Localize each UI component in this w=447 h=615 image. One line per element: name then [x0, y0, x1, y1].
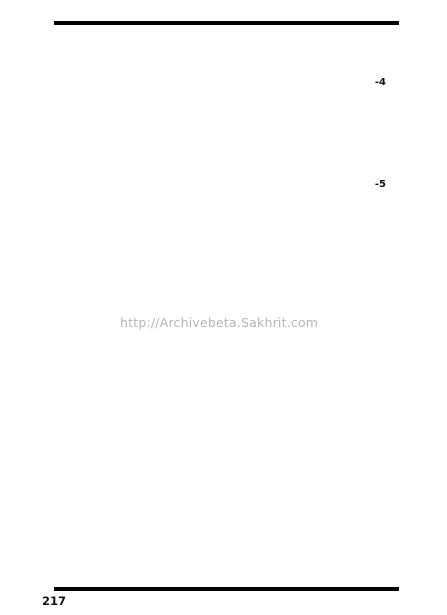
- page-number: 217: [42, 594, 67, 608]
- spacer: [56, 165, 400, 177]
- paragraph-1: [56, 34, 400, 49]
- paragraph-5: [56, 135, 400, 150]
- document-body: [56, 34, 400, 582]
- paragraph-3: [56, 105, 400, 120]
- paragraph-4: [56, 120, 400, 135]
- spacer: [56, 49, 400, 75]
- paragraph-7: [56, 192, 400, 207]
- bottom-rule: [54, 587, 399, 591]
- section-5-marker: 5-: [374, 179, 386, 190]
- section-4-marker: 4-: [374, 77, 386, 88]
- paragraph-6: [56, 150, 400, 165]
- watermark: http://Archivebeta.Sakhrit.com: [120, 315, 319, 330]
- top-rule: [54, 21, 399, 25]
- paragraph-2: [56, 90, 400, 105]
